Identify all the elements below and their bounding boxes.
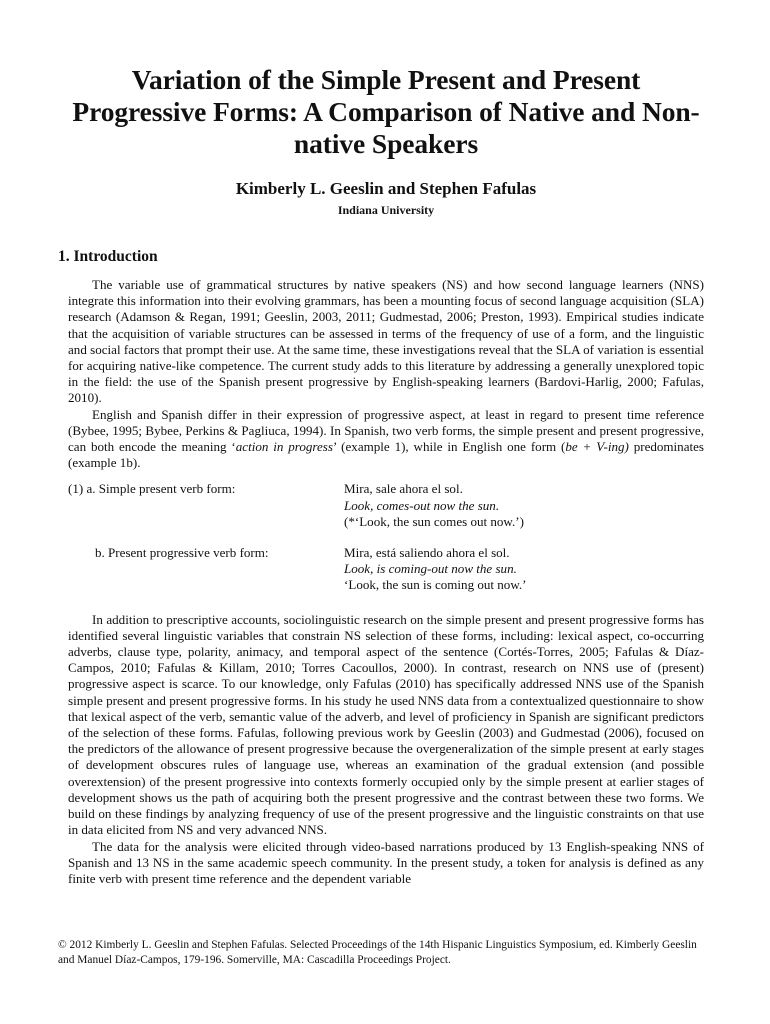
copyright-footnote: © 2012 Kimberly L. Geeslin and Stephen Fafulas. Selected Proceedings of the 14th Hispanic Linguistics Symposium, ed. Kimberly Geeslin and Manuel Díaz-Campos, 179-196. Somerville, MA: Cascadilla Proceedings Project. (58, 939, 697, 967)
example-1b-label: b. Present progressive verb form: (95, 545, 269, 561)
paragraph-3: In addition to prescriptive accounts, sociolinguistic research on the simple present and present progressive forms has identified several linguistic variables that constrain NS selection of these forms, including: lexical aspect, co-occurring adverbs, clause type, polarity, animacy, and temporal aspect of the sentence (Cortés-Torres, 2005; Fafulas & Díaz-Campos, 2010; Fafulas & Killam, 2010; Torres Cacoullos, 2000). In contrast, research on NNS use of (present) progressive aspect is scarce. To our knowledge, only Fafulas (2010) has specifically addressed NNS use of the Spanish simple present and present progressive forms. In his study he used NNS data from a contextualized questionnaire to show that lexical aspect of the verb, semantic value of the adverb, and level of proficiency in Spanish are significant predictors of the selection of these forms. Fafulas, following previous work by Geeslin (2003) and Gudmestad (2006), focused on the predictors of the allowance of present progressive because the overgeneralization of the simple present at early stages of development obscures rules of language use, whereas an examination of the gradual extension (and possible overextension) of the present progressive into contexts formerly occupied only by the simple present at earlier stages of development shows us the path of acquiring both the present progressive and the contrast between these two forms. We build on these findings by analyzing frequency of use of the present progressive and the linguistic constraints on that use in data elicited from NS and very advanced NNS. (68, 611, 704, 838)
example-1a-spanish: Mira, sale ahora el sol. (344, 481, 463, 497)
example-1a-translation: (*‘Look, the sun comes out now.’) (344, 513, 524, 529)
paper-authors: Kimberly L. Geeslin and Stephen Fafulas (235, 179, 537, 198)
example-1b-translation: ‘Look, the sun is coming out now.’ (344, 577, 527, 593)
paragraph-2 (68, 407, 704, 472)
example-1a-lines (344, 481, 704, 530)
example-1b-spanish: Mira, está saliendo ahora el sol. (344, 545, 510, 561)
paragraph-2-italic-1: action in progress (235, 439, 333, 455)
example-1b (68, 545, 704, 594)
example-1 (68, 481, 704, 593)
example-1a-label: (1) a. Simple present verb form: (68, 481, 236, 497)
paper-title: Variation of the Simple Present and Present Progressive Forms: A Comparison of Native and Non-native Speakers (72, 64, 700, 159)
paragraph-2-part-b: ’ (example 1), while in English one form ( (332, 439, 566, 455)
paragraph-2-part-a: English and Spanish differ in their expression of progressive aspect, at least in regard to present time reference (Bybee, 1995; Bybee, Perkins & Pagliuca, 1994). In Spanish, two verb forms, the simple present and present progressive, can both encode the meaning ‘ (68, 406, 704, 455)
paragraph-2-part-c: predominates (example 1b). (68, 439, 704, 471)
paper-page (58, 64, 704, 887)
paragraph-4: The data for the analysis were elicited through video-based narrations produced by 13 English-speaking NNS of Spanish and 13 NS in the same academic speech community. In the present study, a token for analysis is defined as any finite verb with present time reference and the dependent variable (68, 838, 704, 886)
paragraph-1: The variable use of grammatical structures by native speakers (NS) and how second language learners (NNS) integrate this information into their evolving grammars, has been a mounting focus of second language acquisition (SLA) research (Adamson & Regan, 1991; Geeslin, 2003, 2011; Gudmestad, 2006; Preston, 1993). Empirical studies indicate that the acquisition of variable structures can be assessed in terms of the frequency of use of a form, and the linguistic and social factors that prompt their use. At the same time, these investigations reveal that the SLA of variation is essential for acquiring native-like competence. The current study adds to this literature by addressing a generally unexplored topic in the field: the use of the Spanish present progressive by English-speaking learners (Bardovi-Harlig, 2000; Fafulas, 2010). (68, 277, 704, 406)
paragraph-2-italic-2: be + V-ing) (565, 439, 629, 455)
example-1a-gloss: Look, comes-out now the sun. (344, 497, 500, 513)
example-1b-lines (344, 545, 704, 594)
example-1a (68, 481, 704, 530)
example-1b-gloss: Look, is coming-out now the sun. (344, 561, 517, 577)
paper-affiliation: Indiana University (337, 203, 435, 217)
section-heading-introduction: 1. Introduction (58, 248, 158, 265)
